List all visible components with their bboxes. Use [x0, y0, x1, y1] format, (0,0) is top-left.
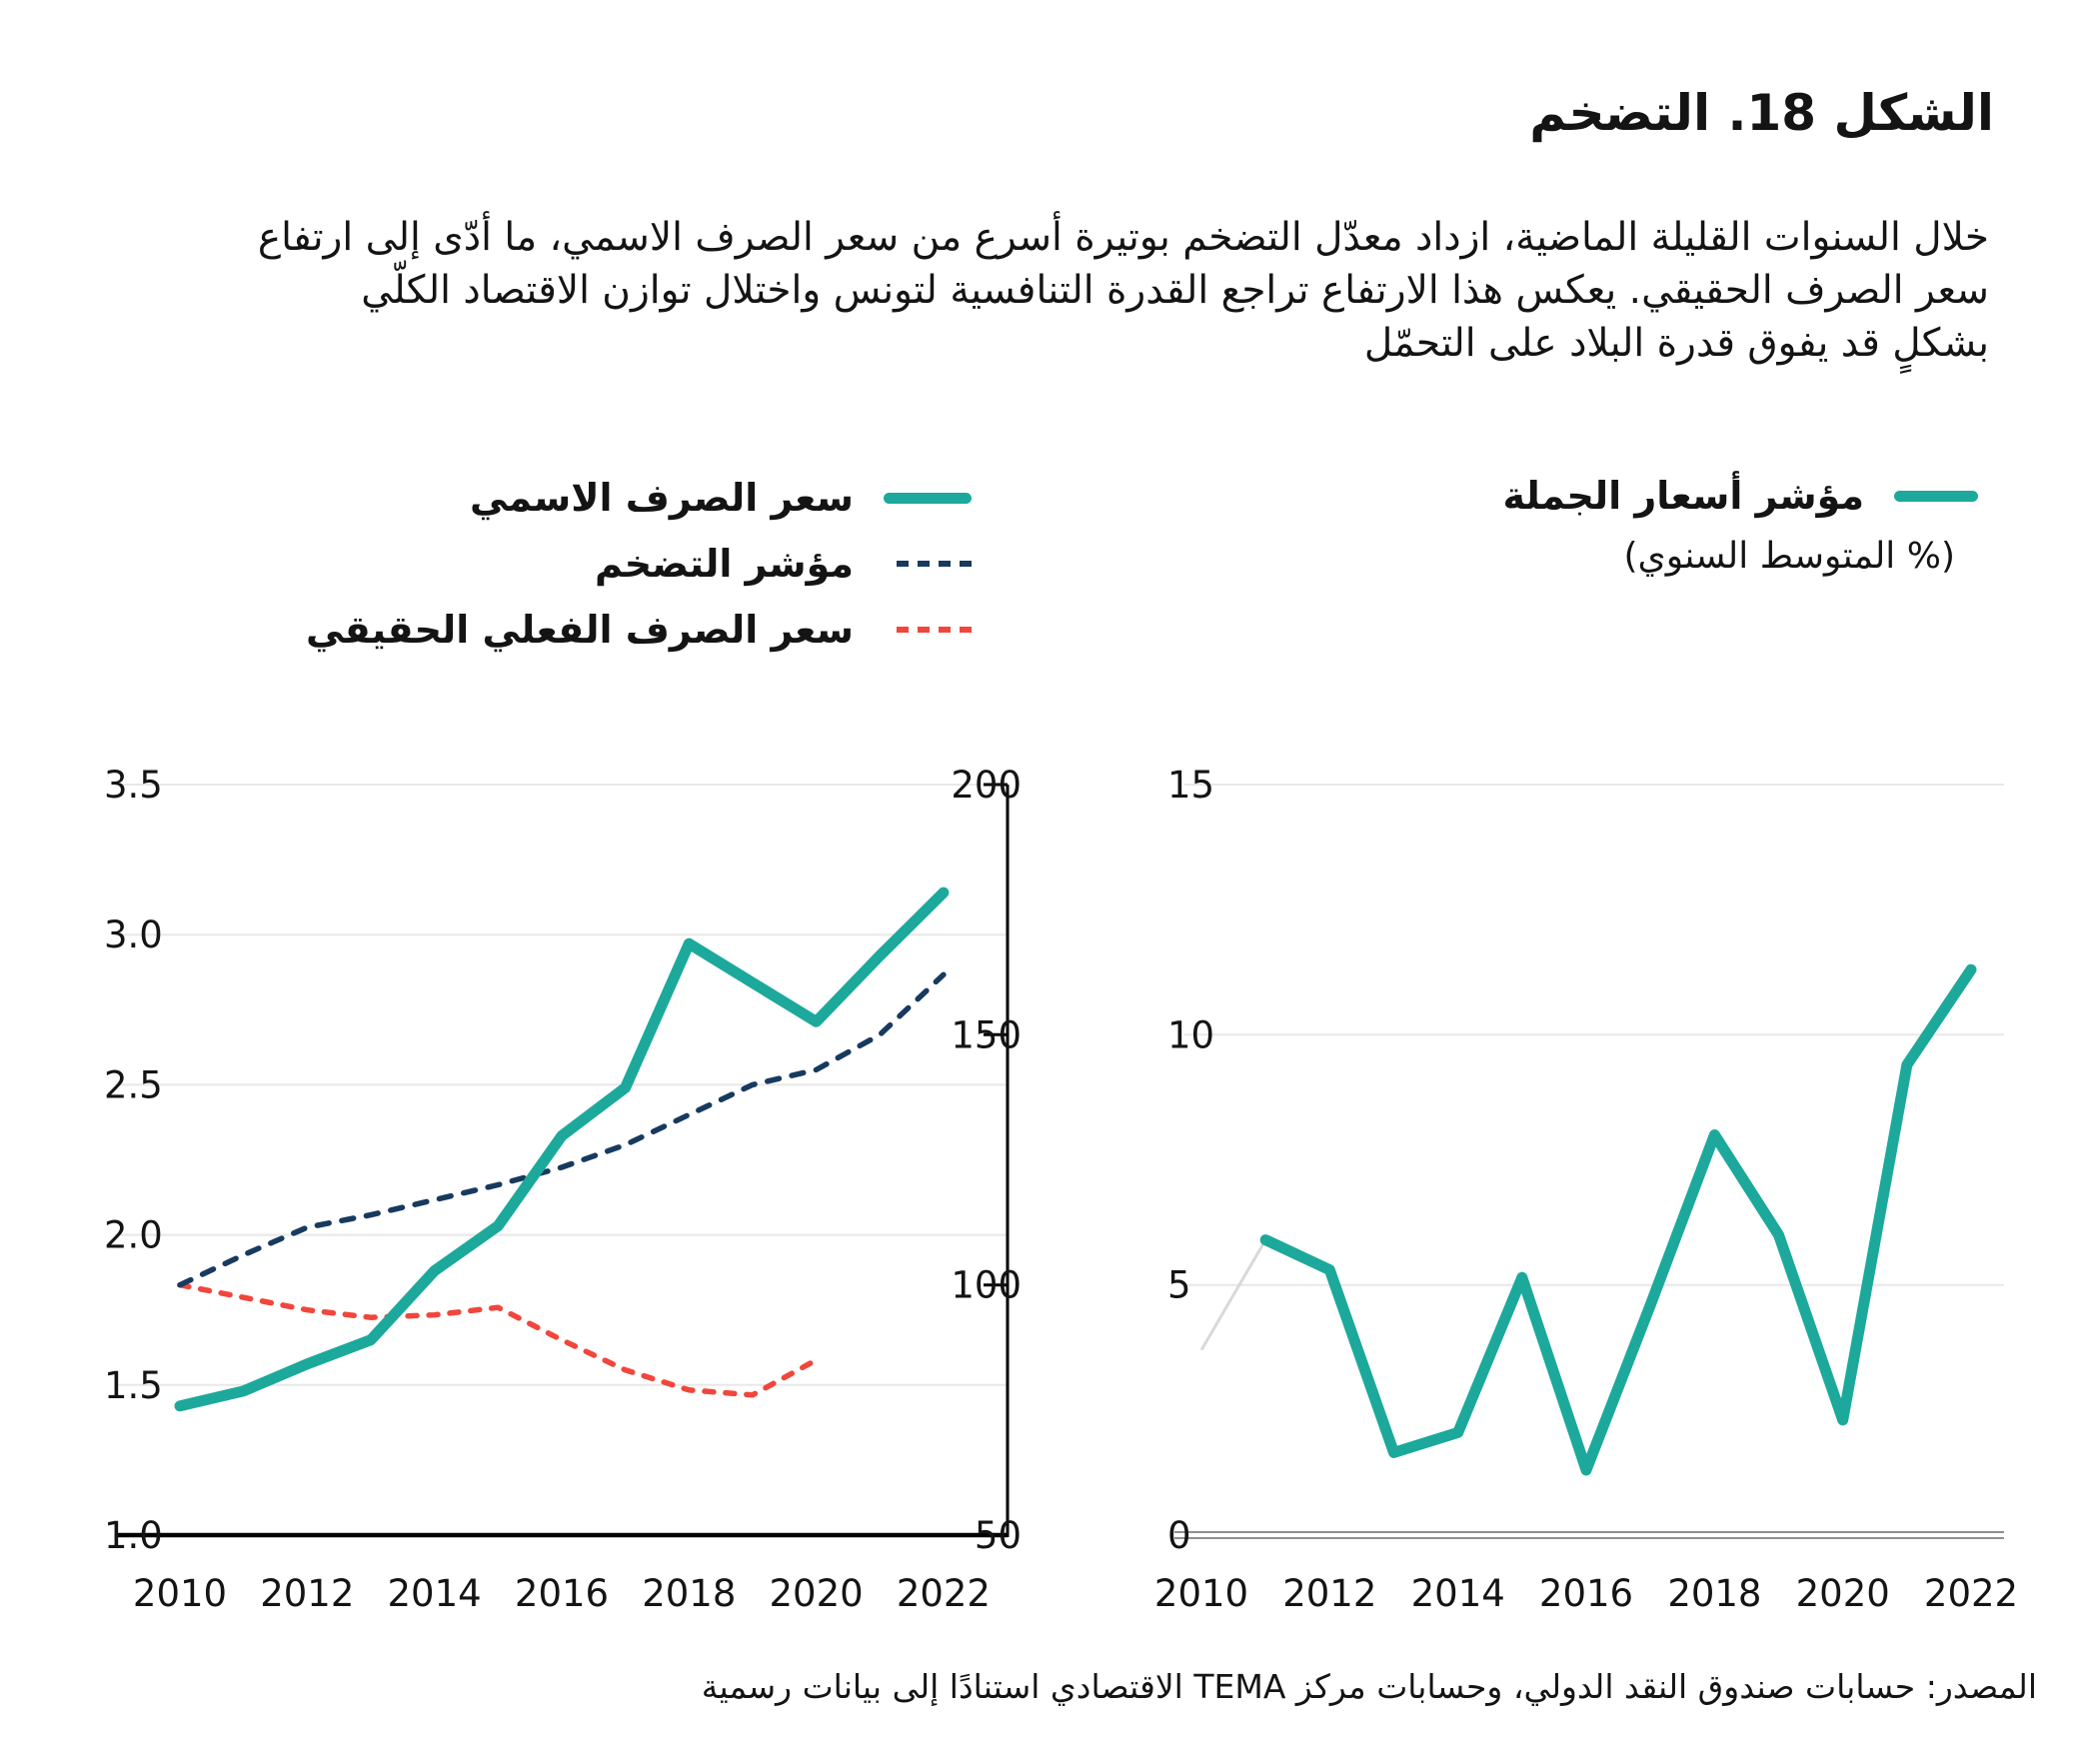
legend-subtitle: (% المتوسط السنوي)	[1623, 535, 1955, 577]
y-axis-tick-label: 15	[1167, 764, 1215, 807]
left-chart-axis-labels	[104, 764, 1022, 1615]
right-axis-tick-label: 150	[951, 1013, 1022, 1057]
left-chart-gridlines	[115, 785, 1008, 1385]
left-axis-tick-label: 1.5	[104, 1363, 163, 1407]
figure-title: الشكل 18. التضخم	[1529, 84, 1994, 142]
left-axis-tick-label: 2.0	[104, 1213, 163, 1257]
x-axis-tick-label: 2018	[642, 1572, 737, 1615]
source-note: المصدر: حسابات صندوق النقد الدولي، وحسابات مركز TEMA الاقتصادي استنادًا إلى بيانات رسمية	[701, 1667, 2037, 1706]
y-axis-tick-label: 0	[1167, 1514, 1191, 1557]
left-axis-tick-label: 2.5	[104, 1063, 163, 1107]
x-axis-tick-label: 2014	[1410, 1572, 1505, 1615]
y-axis-tick-label: 5	[1167, 1263, 1191, 1307]
x-axis-tick-label: 2012	[260, 1572, 355, 1615]
x-axis-tick-label: 2022	[1923, 1572, 2019, 1615]
x-axis-tick-label: 2016	[1538, 1572, 1634, 1615]
x-axis-tick-label: 2012	[1282, 1572, 1377, 1615]
legend-label: مؤشر أسعار الجملة	[1502, 474, 1864, 518]
x-axis-tick-label: 2020	[1795, 1572, 1890, 1615]
right-axis-tick-label: 100	[951, 1263, 1022, 1307]
wholesale-price-index-faint-segment	[1201, 1240, 1265, 1350]
x-axis-tick-label: 2010	[1153, 1572, 1249, 1615]
right-chart-axes	[1174, 1532, 2004, 1538]
right-chart-series	[1201, 969, 1971, 1470]
description-line: سعر الصرف الحقيقي. يعكس هذا الارتفاع تراجع القدرة التنافسية لتونس واختلال توازن الاقتصاد الكلّي	[361, 268, 1989, 313]
x-axis-tick-label: 2020	[769, 1572, 864, 1615]
left-axis-tick-label: 3.0	[104, 913, 163, 957]
left-axis-tick-label: 3.5	[104, 764, 163, 807]
y-axis-tick-label: 10	[1167, 1013, 1215, 1057]
left-chart-axes	[115, 785, 1008, 1537]
legend-label: سعر الصرف الاسمي	[469, 476, 854, 520]
x-axis-tick-label: 2010	[132, 1572, 228, 1615]
x-axis-tick-label: 2014	[387, 1572, 482, 1615]
right-axis-tick-label: 50	[974, 1514, 1022, 1557]
right-axis-tick-label: 200	[951, 764, 1022, 807]
legend-label: سعر الصرف الفعلي الحقيقي	[305, 608, 854, 652]
legend-label: مؤشر التضخم	[594, 542, 854, 586]
x-axis-tick-label: 2018	[1667, 1572, 1762, 1615]
description-line: بشكلٍ قد يفوق قدرة البلاد على التحمّل	[1363, 321, 1989, 366]
left-chart-series	[180, 892, 944, 1406]
x-axis-tick-label: 2022	[896, 1572, 991, 1615]
x-axis-tick-label: 2016	[514, 1572, 610, 1615]
description-line: خلال السنوات القليلة الماضية، ازداد معدّل التضخم بوتيرة أسرع من سعر الصرف الاسمي، ما أدّى إلى ارتفاع	[257, 215, 1989, 260]
wholesale-price-index-line	[1265, 969, 1971, 1470]
left-axis-tick-label: 1.0	[104, 1514, 163, 1557]
nominal-exchange-rate-line	[180, 892, 944, 1406]
